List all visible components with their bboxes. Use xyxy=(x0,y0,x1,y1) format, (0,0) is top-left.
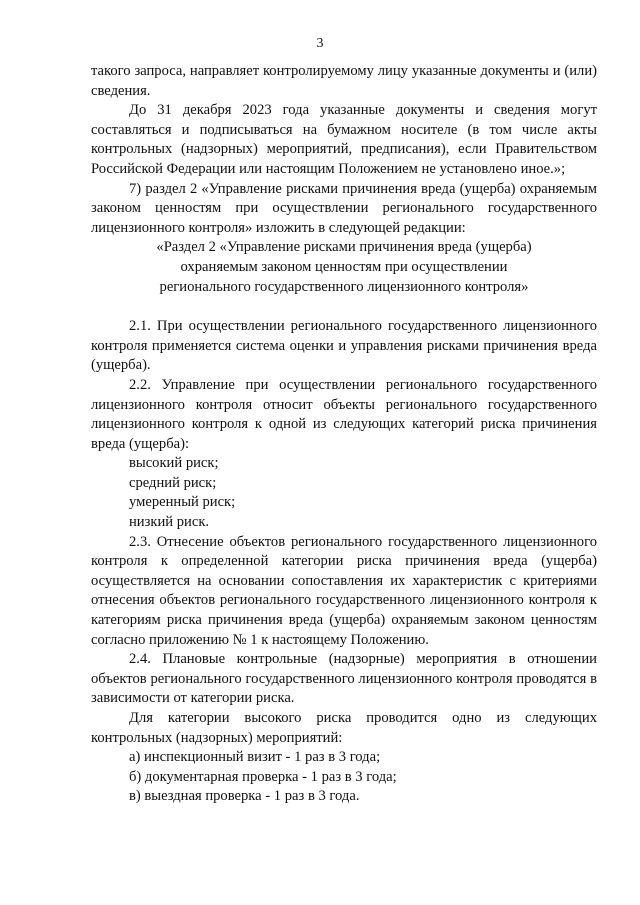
list-item: б) документарная проверка - 1 раз в 3 года; xyxy=(129,768,397,785)
list-item: в) выездная проверка - 1 раз в 3 года. xyxy=(129,788,360,805)
page-number: 3 xyxy=(316,36,324,51)
list-item: низкий риск. xyxy=(129,514,210,531)
spacer xyxy=(91,297,597,317)
list-item: высокий риск; xyxy=(129,455,219,472)
control-measures-list xyxy=(91,748,597,807)
paragraph-amendment-7: 7) раздел 2 «Управление рисками причинения вреда (ущерба) охраняемым законом ценностям при осуществлении регионального государственного лицензионного контроля» изложить в следующей редакции: xyxy=(91,180,597,236)
paragraph-continuation: такого запроса, направляет контролируемому лицу указанные документы и (или) сведения. xyxy=(91,63,597,99)
section-heading-line: охраняемым законом ценностям при осуществлении xyxy=(180,258,508,275)
paragraph-transition-period: До 31 декабря 2023 года указанные документы и сведения могут составляться и подписываться на бумажном носителе (в том числе акты контрольных (надзорных) мероприятий, предписания), если Правительством Российской Федерации или настоящим Положением не установлено иное.»; xyxy=(91,102,597,177)
paragraph-2-1: 2.1. При осуществлении регионального государственного лицензионного контроля применяется система оценки и управления рисками причинения вреда (ущерба). xyxy=(91,318,597,374)
paragraph-2-2: 2.2. Управление при осуществлении регионального государственного лицензионного контроля относит объекты регионального государственного лицензионного контроля к одной из следующих категорий риска причинения вреда (ущерба): xyxy=(91,376,597,452)
section-heading xyxy=(91,238,597,297)
paragraph-2-4: 2.4. Плановые контрольные (надзорные) мероприятия в отношении объектов регионального государственного лицензионного контроля проводятся в зависимости от категории риска. xyxy=(91,651,597,707)
section-heading-line: «Раздел 2 «Управление рисками причинения вреда (ущерба) xyxy=(156,239,532,256)
document-body xyxy=(91,62,597,807)
paragraph-2-3: 2.3. Отнесение объектов регионального государственного лицензионного контроля к определенной категории риска причинения вреда (ущерба) осуществляется на основании сопоставления их характеристик с критериями отнесения объектов регионального государственного лицензионного контроля к категориям риска причинения вреда (ущерба) охраняемым законом ценностям согласно приложению № 1 к настоящему Положению. xyxy=(91,533,597,648)
list-item: а) инспекционный визит - 1 раз в 3 года; xyxy=(129,749,381,766)
list-item: умеренный риск; xyxy=(129,494,236,511)
list-item: средний риск; xyxy=(129,474,217,491)
section-heading-line: регионального государственного лицензионного контроля» xyxy=(159,278,529,295)
risk-category-list xyxy=(91,454,597,532)
paragraph-high-risk: Для категории высокого риска проводится одно из следующих контрольных (надзорных) мероприятий: xyxy=(91,710,597,746)
